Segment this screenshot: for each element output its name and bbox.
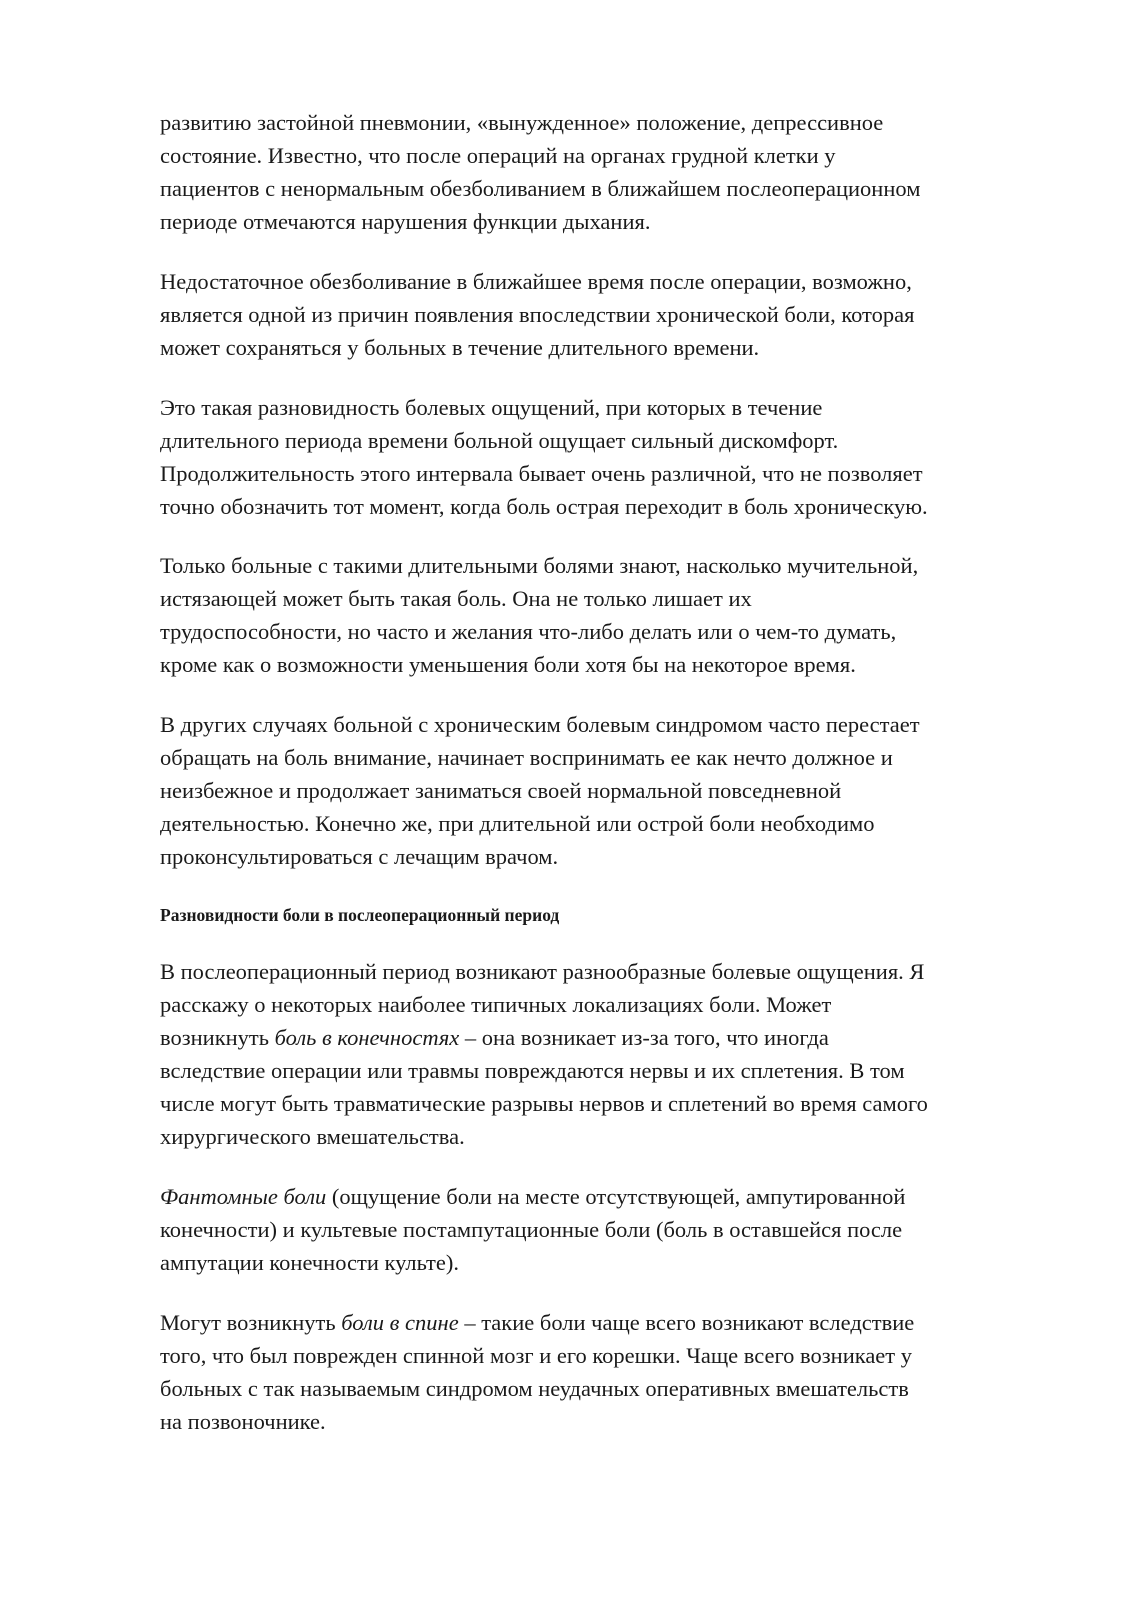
paragraph-4-line-1: Только больные с такими длительными болями знают, насколько мучительной,: [160, 553, 919, 578]
paragraph-6-line-6: хирургического вмешательства.: [160, 1124, 465, 1149]
paragraph-5-line-5: проконсультироваться с лечащим врачом.: [160, 844, 559, 869]
paragraph-3-line-1: Это такая разновидность болевых ощущений, при которых в течение: [160, 395, 823, 420]
paragraph-6-line-4: вследствие операции или травмы повреждаются нервы и их сплетения. В том: [160, 1058, 905, 1083]
paragraph-8-line-1: [160, 1312, 914, 1335]
paragraph-3-line-4: точно обозначить тот момент, когда боль острая переходит в боль хроническую.: [160, 494, 928, 519]
emphasis-limb-pain: боль в конечностях: [274, 1025, 460, 1050]
emphasis-back-pain: боли в спине: [341, 1310, 459, 1335]
paragraph-8-line-4: на позвоночнике.: [160, 1409, 326, 1434]
emphasis-phantom-pain: Фантомные боли: [160, 1184, 327, 1209]
paragraph-7-line-1-end: (ощущение боли на месте отсутствующей, ампутированной: [326, 1184, 906, 1209]
paragraph-6-line-2: расскажу о некоторых наиболее типичных локализациях боли. Может: [160, 992, 832, 1017]
paragraph-8-line-3: больных с так называемым синдромом неудачных оперативных вмешательств: [160, 1376, 909, 1401]
paragraph-6-line-3-start: возникнуть: [160, 1025, 275, 1050]
paragraph-6-line-3-end: – она возникает из-за того, что иногда: [459, 1025, 829, 1050]
paragraph-1-line-3: пациентов с ненормальным обезболиванием в ближайшем послеоперационном: [160, 176, 921, 201]
paragraph-6-line-5: числе могут быть травматические разрывы нервов и сплетений во время самого: [160, 1091, 928, 1116]
paragraph-6-line-3: [160, 1027, 829, 1050]
paragraph-4-line-3: трудоспособности, но часто и желания что-либо делать или о чем-то думать,: [160, 619, 897, 644]
paragraph-5-line-3: неизбежное и продолжает заниматься своей нормальной повседневной: [160, 778, 842, 803]
paragraph-1-line-2: состояние. Известно, что после операций на органах грудной клетки у: [160, 143, 836, 168]
paragraph-8-line-1-end: – такие боли чаще всего возникают вследствие: [458, 1310, 915, 1335]
paragraph-7-line-1: [160, 1186, 905, 1209]
paragraph-8-line-1-start: Могут возникнуть: [160, 1310, 342, 1335]
paragraph-5-line-2: обращать на боль внимание, начинает воспринимать ее как нечто должное и: [160, 745, 893, 770]
paragraph-1-line-4: периоде отмечаются нарушения функции дыхания.: [160, 209, 651, 234]
paragraph-6-line-1: В послеоперационный период возникают разнообразные болевые ощущения. Я: [160, 959, 925, 984]
paragraph-3-line-3: Продолжительность этого интервала бывает очень различной, что не позволяет: [160, 461, 923, 486]
paragraph-2-line-1: Недостаточное обезболивание в ближайшее время после операции, возможно,: [160, 269, 912, 294]
paragraph-8-line-2: того, что был поврежден спинной мозг и его корешки. Чаще всего возникает у: [160, 1343, 913, 1368]
paragraph-4-line-4: кроме как о возможности уменьшения боли хотя бы на некоторое время.: [160, 652, 856, 677]
paragraph-5-line-1: В других случаях больной с хроническим болевым синдромом часто перестает: [160, 712, 920, 737]
paragraph-1-line-1: развитию застойной пневмонии, «вынужденное» положение, депрессивное: [160, 110, 884, 135]
section-heading: Разновидности боли в послеоперационный период: [160, 905, 560, 925]
paragraph-2-line-3: может сохраняться у больных в течение длительного времени.: [160, 335, 760, 360]
paragraph-7-line-2: конечности) и культевые постампутационные боли (боль в оставшейся после: [160, 1217, 903, 1242]
paragraph-5-line-4: деятельностью. Конечно же, при длительной или острой боли необходимо: [160, 811, 875, 836]
paragraph-7-line-3: ампутации конечности культе).: [160, 1250, 459, 1275]
paragraph-3-line-2: длительного периода времени больной ощущает сильный дискомфорт.: [160, 428, 839, 453]
paragraph-4-line-2: истязающей может быть такая боль. Она не только лишает их: [160, 586, 752, 611]
paragraph-2-line-2: является одной из причин появления впоследствии хронической боли, которая: [160, 302, 915, 327]
